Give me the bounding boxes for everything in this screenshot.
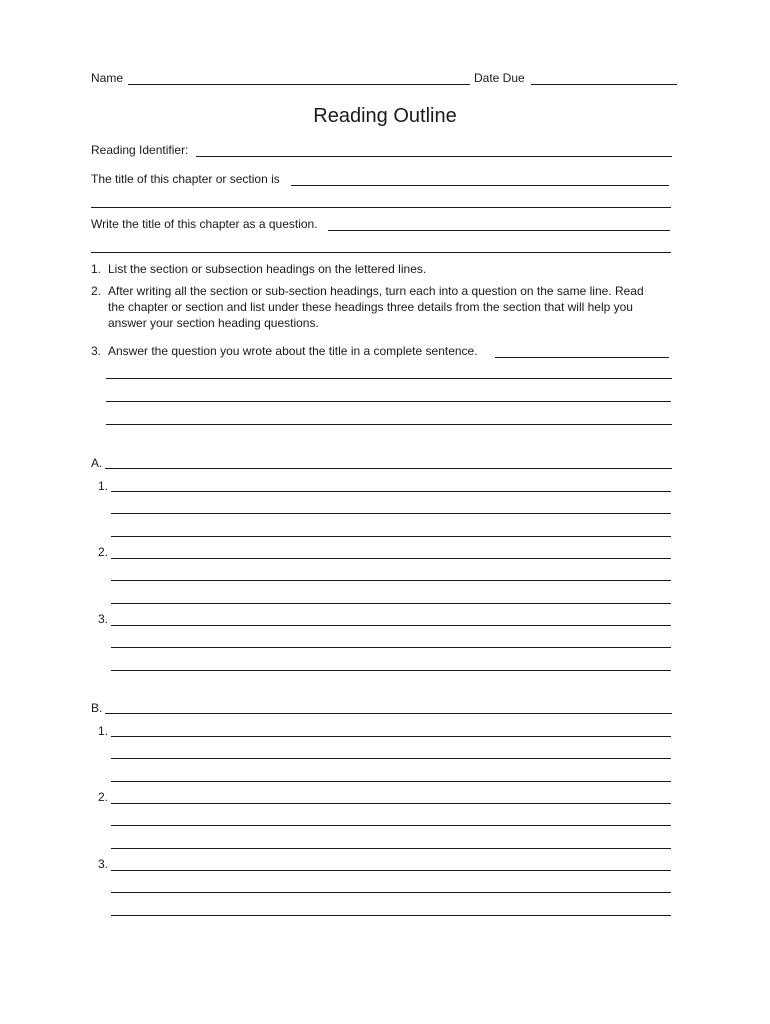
title-question-field-continued[interactable] xyxy=(91,252,671,253)
section-letter: B. xyxy=(91,701,103,715)
section-letter: A. xyxy=(91,456,103,470)
instruction-text: After writing all the section or sub-section headings, turn each into a question on the same line. Read the chapter or section and list under these headings three details from the section that will help you answer your section heading questions. xyxy=(108,284,644,330)
detail-line[interactable] xyxy=(111,647,671,648)
detail-number: 3. xyxy=(98,612,109,626)
title-question-label: Write the title of this chapter as a question. xyxy=(91,217,318,231)
instruction-text: List the section or subsection headings on the lettered lines. xyxy=(108,262,427,276)
detail-number: 1. xyxy=(98,479,109,493)
title-question-field[interactable] xyxy=(328,230,670,231)
detail-line[interactable] xyxy=(111,536,671,537)
title-answer-field[interactable] xyxy=(495,357,669,358)
reading-identifier-field[interactable] xyxy=(196,156,672,157)
detail-line[interactable] xyxy=(111,870,671,871)
instruction-number: 1. xyxy=(91,262,102,276)
detail-line[interactable] xyxy=(111,491,671,492)
detail-line[interactable] xyxy=(111,825,671,826)
detail-line[interactable] xyxy=(111,781,671,782)
detail-line[interactable] xyxy=(111,803,671,804)
chapter-title-label: The title of this chapter or section is xyxy=(91,172,280,186)
name-label: Name xyxy=(91,71,124,85)
detail-line[interactable] xyxy=(111,758,671,759)
instruction-text: Answer the question you wrote about the title in a complete sentence. xyxy=(108,344,478,358)
instruction-number: 3. xyxy=(91,344,102,358)
detail-line[interactable] xyxy=(111,915,671,916)
detail-line[interactable] xyxy=(111,603,671,604)
detail-number: 1. xyxy=(98,724,109,738)
detail-line[interactable] xyxy=(111,892,671,893)
date-due-label: Date Due xyxy=(474,71,525,85)
title-answer-line[interactable] xyxy=(106,401,671,402)
date-due-field[interactable] xyxy=(531,84,677,85)
detail-number: 2. xyxy=(98,545,109,559)
detail-number: 3. xyxy=(98,857,109,871)
detail-line[interactable] xyxy=(111,625,671,626)
instruction-number: 2. xyxy=(91,284,102,298)
name-field[interactable] xyxy=(128,84,470,85)
detail-line[interactable] xyxy=(111,848,671,849)
detail-line[interactable] xyxy=(111,736,671,737)
chapter-title-field-continued[interactable] xyxy=(91,207,671,208)
detail-line[interactable] xyxy=(111,670,671,671)
section-heading-field[interactable] xyxy=(105,713,672,714)
title-answer-line[interactable] xyxy=(106,424,672,425)
section-heading-field[interactable] xyxy=(105,468,672,469)
detail-number: 2. xyxy=(98,790,109,804)
chapter-title-field[interactable] xyxy=(291,185,669,186)
title-answer-line[interactable] xyxy=(106,378,672,379)
detail-line[interactable] xyxy=(111,580,671,581)
page-title: Reading Outline xyxy=(313,105,457,127)
detail-line[interactable] xyxy=(111,513,671,514)
reading-identifier-label: Reading Identifier: xyxy=(91,143,189,157)
detail-line[interactable] xyxy=(111,558,671,559)
